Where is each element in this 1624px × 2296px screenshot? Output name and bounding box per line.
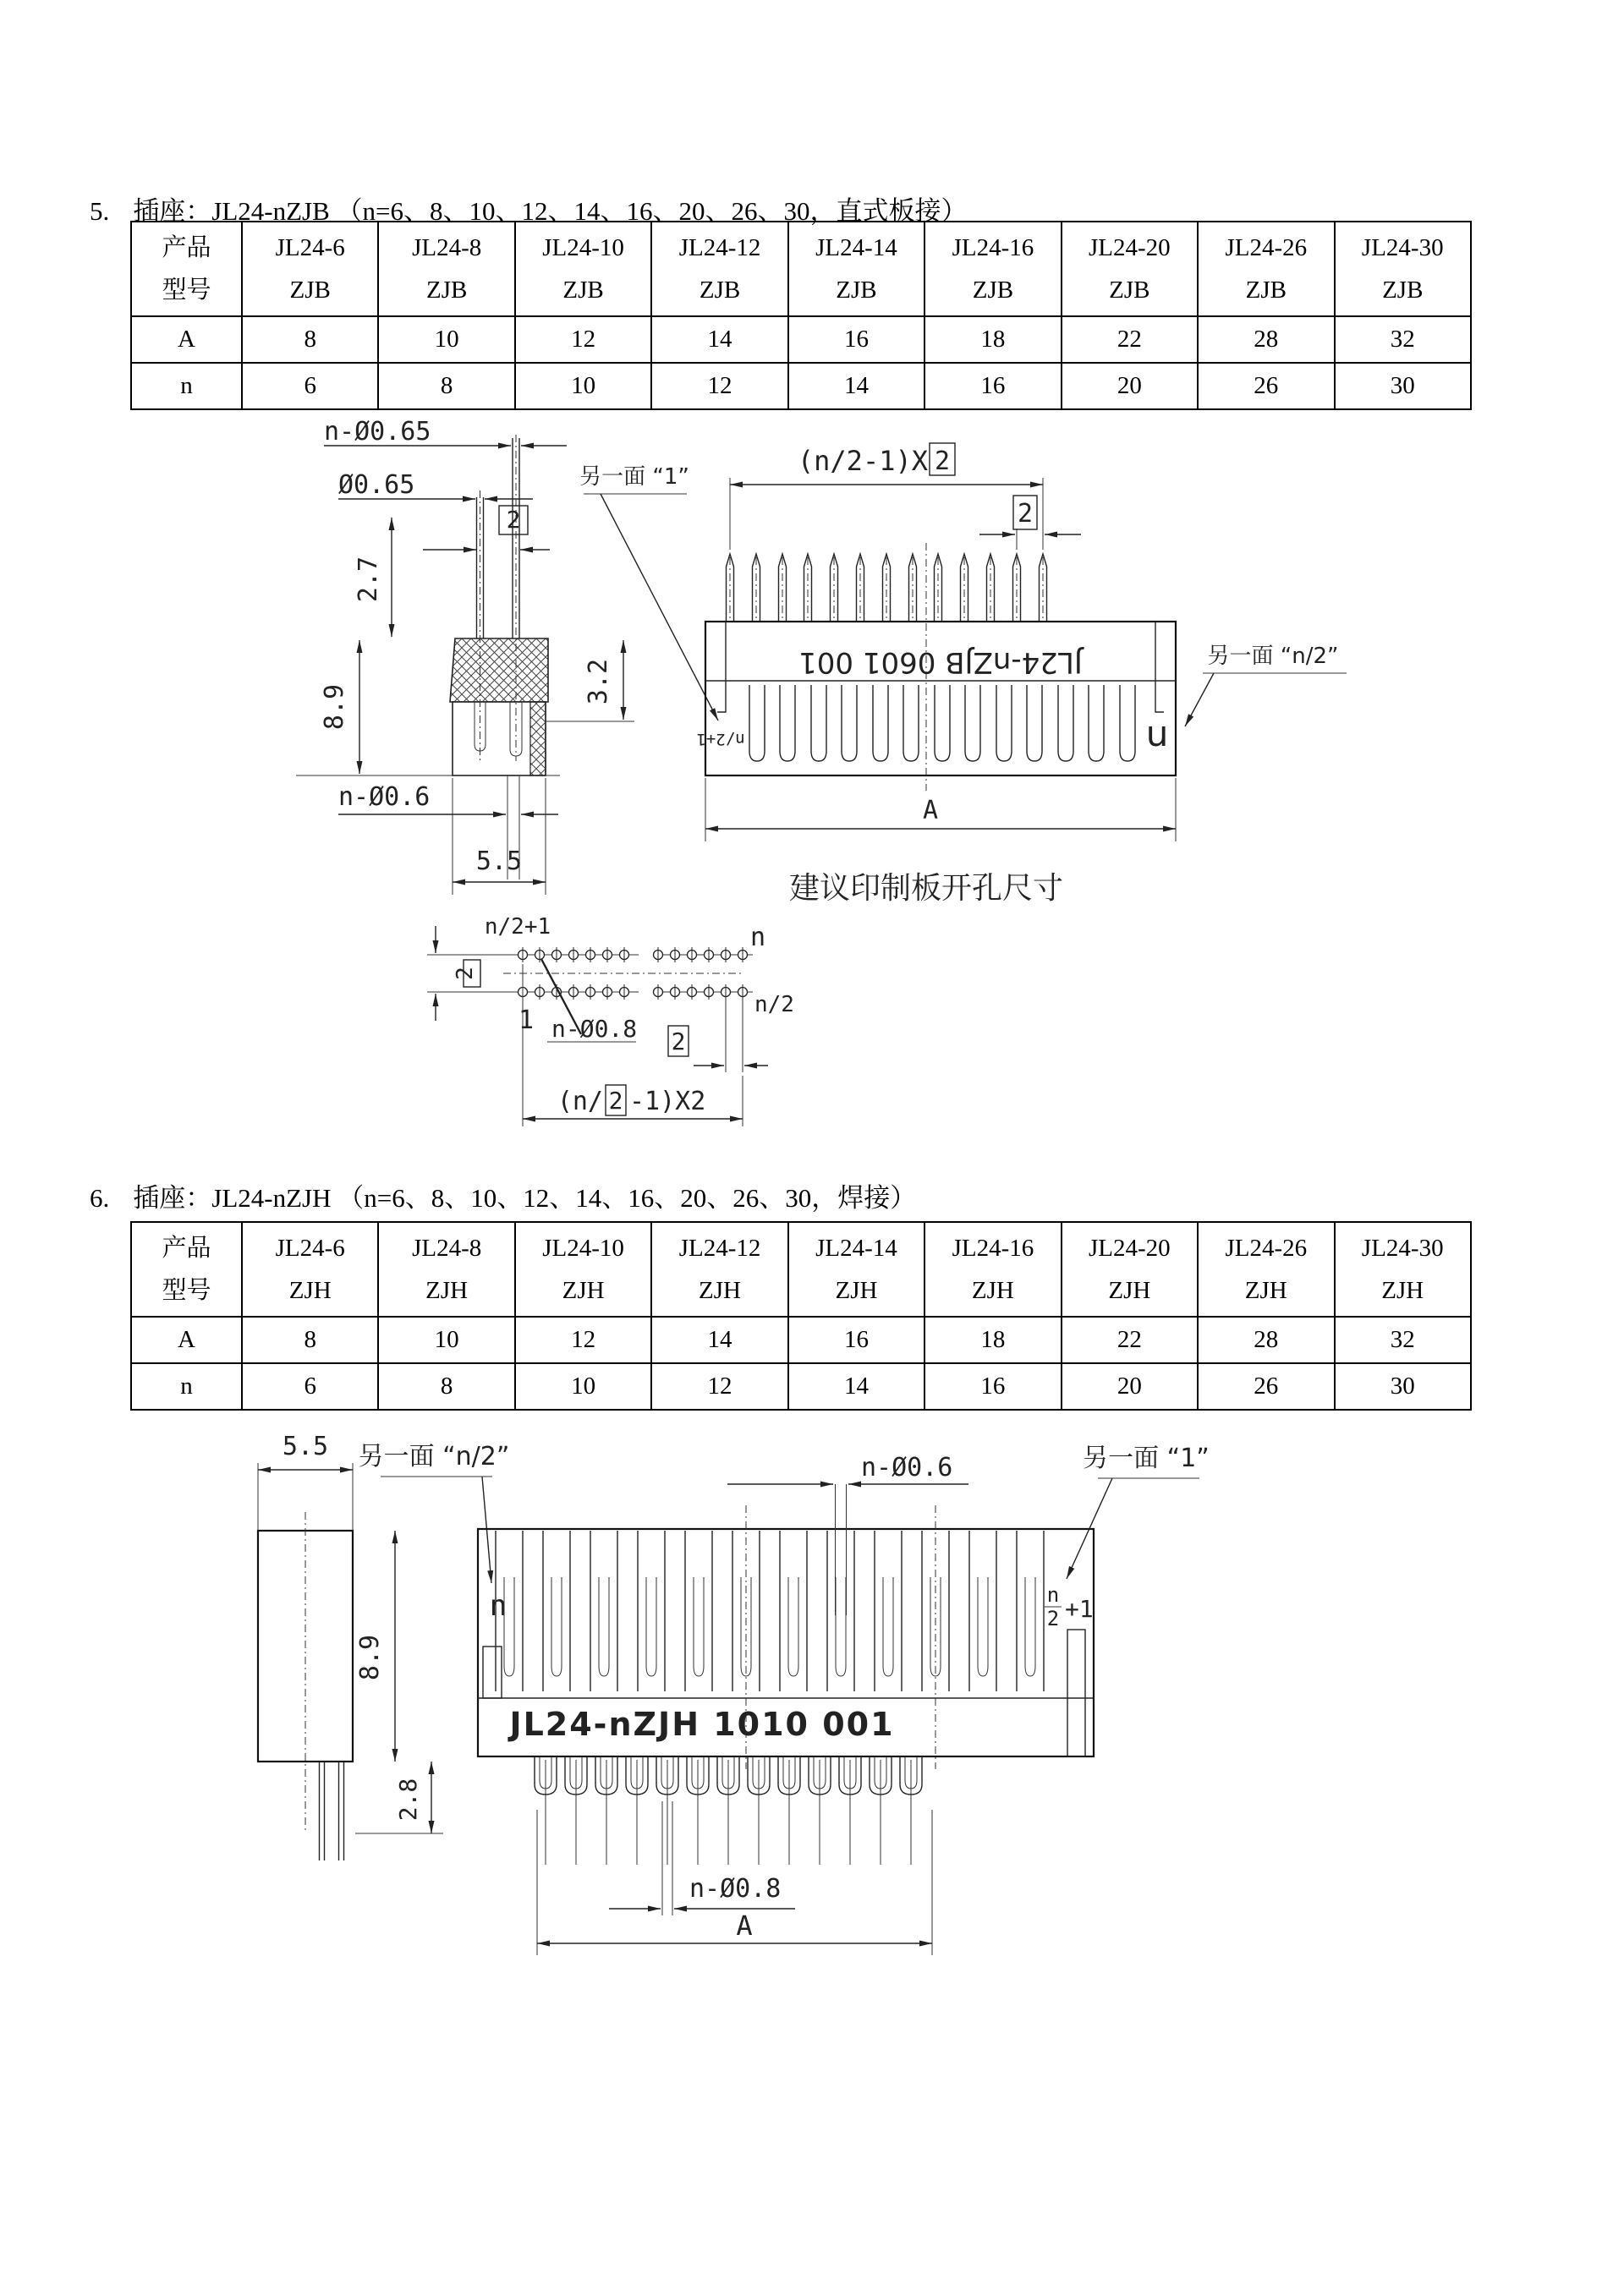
label-other-side-1: 另一面 “1” [579, 464, 689, 490]
cell-n: 16 [924, 1363, 1061, 1410]
label-n2: n/2 [754, 992, 794, 1017]
pin-n-label: n [489, 1589, 508, 1623]
cell-A: 12 [515, 316, 651, 363]
corner-cell: 产品 型号 [131, 222, 242, 316]
section6-heading [90, 1176, 916, 1214]
cell-n: 30 [1335, 363, 1472, 409]
pin-row [727, 554, 1047, 622]
pitch-box-2: 2 [506, 506, 521, 534]
drawing-zjh [203, 1404, 1404, 1996]
position-bar-n2p1 [1067, 1630, 1085, 1756]
position-bar-n [483, 1647, 502, 1698]
cell-n: 20 [1062, 1363, 1198, 1410]
flange-mark-n2p1: n/2+1 [696, 730, 745, 748]
pcb-hole-dia: n-Ø0.8 [551, 1015, 638, 1043]
dim-n-d08: n-Ø0.8 [689, 1874, 782, 1904]
side-solder-pins [320, 1762, 344, 1860]
model-header: JL24-10 ZJB [515, 222, 651, 316]
svg-text:n: n [1046, 1583, 1060, 1607]
model-header: JL24-30 ZJH [1335, 1222, 1472, 1317]
dim-A: A [736, 1910, 753, 1942]
cell-A: 8 [242, 1317, 378, 1363]
cell-A: 22 [1062, 316, 1198, 363]
zjb-front-view [696, 443, 1347, 841]
body-marking: JL24-nZJH 1010 001 [509, 1706, 895, 1743]
row-pitch-box: 2 [453, 967, 478, 980]
label-n: n [750, 923, 766, 952]
span-dim-box: 2 [934, 447, 951, 476]
dim-d065: Ø0.65 [338, 470, 415, 500]
model-header: JL24-14 ZJB [788, 222, 924, 316]
label-n2p1: n/2+1 [484, 914, 551, 940]
label-other-side-n2: 另一面 “n/2” [1207, 644, 1339, 669]
pcb-title: 建议印制板开孔尺寸 [788, 871, 1064, 906]
label-other-side-n2: 另一面 “n/2” [358, 1442, 510, 1471]
cell-n: 6 [242, 1363, 378, 1410]
dim-8-9: 8.9 [320, 683, 349, 731]
solder-cup-row [535, 1756, 922, 1865]
cell-A: 28 [1198, 316, 1334, 363]
cell-n: 14 [788, 1363, 924, 1410]
cell-n: 10 [515, 363, 651, 409]
dim-8-9: 8.9 [355, 1634, 385, 1681]
u-mark: u [1145, 713, 1169, 754]
label-1: 1 [518, 1006, 535, 1035]
insulator-hatched-block [450, 638, 548, 702]
dim-n-d06: n-Ø0.6 [861, 1453, 953, 1482]
end-pitch-box: 2 [1017, 499, 1034, 529]
model-header: JL24-20 ZJH [1062, 1222, 1198, 1317]
model-header: JL24-12 ZJH [651, 1222, 787, 1317]
cell-n: 12 [651, 363, 787, 409]
body-marking: JL24-nZJB 0601 001 [798, 645, 1083, 679]
row-label: A [131, 316, 242, 363]
pcb-end-pitch-box: 2 [671, 1027, 686, 1055]
fraction-n2-plus1 [1045, 1583, 1094, 1630]
cell-A: 18 [924, 316, 1061, 363]
model-header: JL24-6 ZJH [242, 1222, 378, 1317]
cell-A: 10 [378, 1317, 514, 1363]
model-header: JL24-16 ZJH [924, 1222, 1061, 1317]
model-header: JL24-26 ZJB [1198, 222, 1334, 316]
zjh-front-view [478, 1444, 1210, 1955]
cell-n: 6 [242, 363, 378, 409]
dim-n-d06: n-Ø0.6 [338, 782, 431, 812]
model-header: JL24-12 ZJB [651, 222, 787, 316]
dim-n-d065: n-Ø0.65 [324, 417, 431, 447]
cell-A: 32 [1335, 1317, 1472, 1363]
row-label: n [131, 1363, 242, 1410]
row-label: n [131, 363, 242, 409]
model-header: JL24-14 ZJH [788, 1222, 924, 1317]
dim-A: A [922, 796, 939, 825]
cell-n: 16 [924, 363, 1061, 409]
model-header: JL24-26 ZJH [1198, 1222, 1334, 1317]
cell-n: 14 [788, 363, 924, 409]
cell-A: 10 [378, 316, 514, 363]
cell-A: 16 [788, 1317, 924, 1363]
cell-n: 30 [1335, 1363, 1472, 1410]
dim-5-5: 5.5 [475, 847, 523, 876]
cell-A: 14 [651, 316, 787, 363]
dim-3-2: 3.2 [584, 658, 613, 705]
section6-number: 6. [90, 1183, 110, 1213]
spec-table-zjh [130, 1221, 1472, 1411]
model-header: JL24-8 ZJH [378, 1222, 514, 1317]
pcb-span-box: 2 [608, 1087, 623, 1115]
pcb-hole-drawing [338, 863, 1269, 1142]
zjb-side-view [296, 417, 718, 895]
section5-number: 5. [90, 196, 110, 226]
corner-cell: 产品 型号 [131, 1222, 242, 1317]
label-other-side-1: 另一面 “1” [1083, 1444, 1210, 1473]
cell-A: 12 [515, 1317, 651, 1363]
span-dim-prefix: (n/2-1)X [797, 445, 928, 477]
zjh-side-view [258, 1432, 443, 1860]
cell-n: 26 [1198, 363, 1334, 409]
row-label: A [131, 1317, 242, 1363]
cell-n: 8 [378, 1363, 514, 1410]
cell-n: 8 [378, 363, 514, 409]
cell-n: 26 [1198, 1363, 1334, 1410]
section6-title: 插座：JL24-nZJH （n=6、8、10、12、14、16、20、26、30，焊接） [133, 1183, 917, 1213]
cell-n: 12 [651, 1363, 787, 1410]
pcb-span-suffix: -1)X2 [629, 1087, 706, 1116]
model-header: JL24-10 ZJH [515, 1222, 651, 1317]
cell-n: 20 [1062, 363, 1198, 409]
cell-A: 8 [242, 316, 378, 363]
pcb-span-prefix: (n/ [557, 1087, 603, 1116]
cell-A: 18 [924, 1317, 1061, 1363]
cell-A: 22 [1062, 1317, 1198, 1363]
drawing-zjb [127, 406, 1396, 913]
model-header: JL24-6 ZJB [242, 222, 378, 316]
cell-n: 10 [515, 1363, 651, 1410]
section5-title: 插座：JL24-nZJB （n=6、8、10、12、14、16、20、26、30，直式板接） [133, 196, 968, 226]
cell-A: 14 [651, 1317, 787, 1363]
cell-A: 16 [788, 316, 924, 363]
svg-text:+1: +1 [1065, 1595, 1094, 1623]
cell-A: 32 [1335, 316, 1472, 363]
dim-2-8: 2.8 [394, 1778, 422, 1822]
dim-2-7: 2.7 [354, 556, 383, 603]
svg-text:2: 2 [1046, 1607, 1060, 1630]
spec-table-zjb [130, 221, 1472, 410]
model-header: JL24-8 ZJB [378, 222, 514, 316]
model-header: JL24-16 ZJB [924, 222, 1061, 316]
dim-5-5: 5.5 [282, 1432, 329, 1461]
slot-row [749, 685, 1135, 761]
model-header: JL24-20 ZJB [1062, 222, 1198, 316]
model-header: JL24-30 ZJB [1335, 222, 1472, 316]
cell-A: 28 [1198, 1317, 1334, 1363]
connector-body [705, 622, 1176, 775]
slot-row [496, 1531, 1044, 1691]
